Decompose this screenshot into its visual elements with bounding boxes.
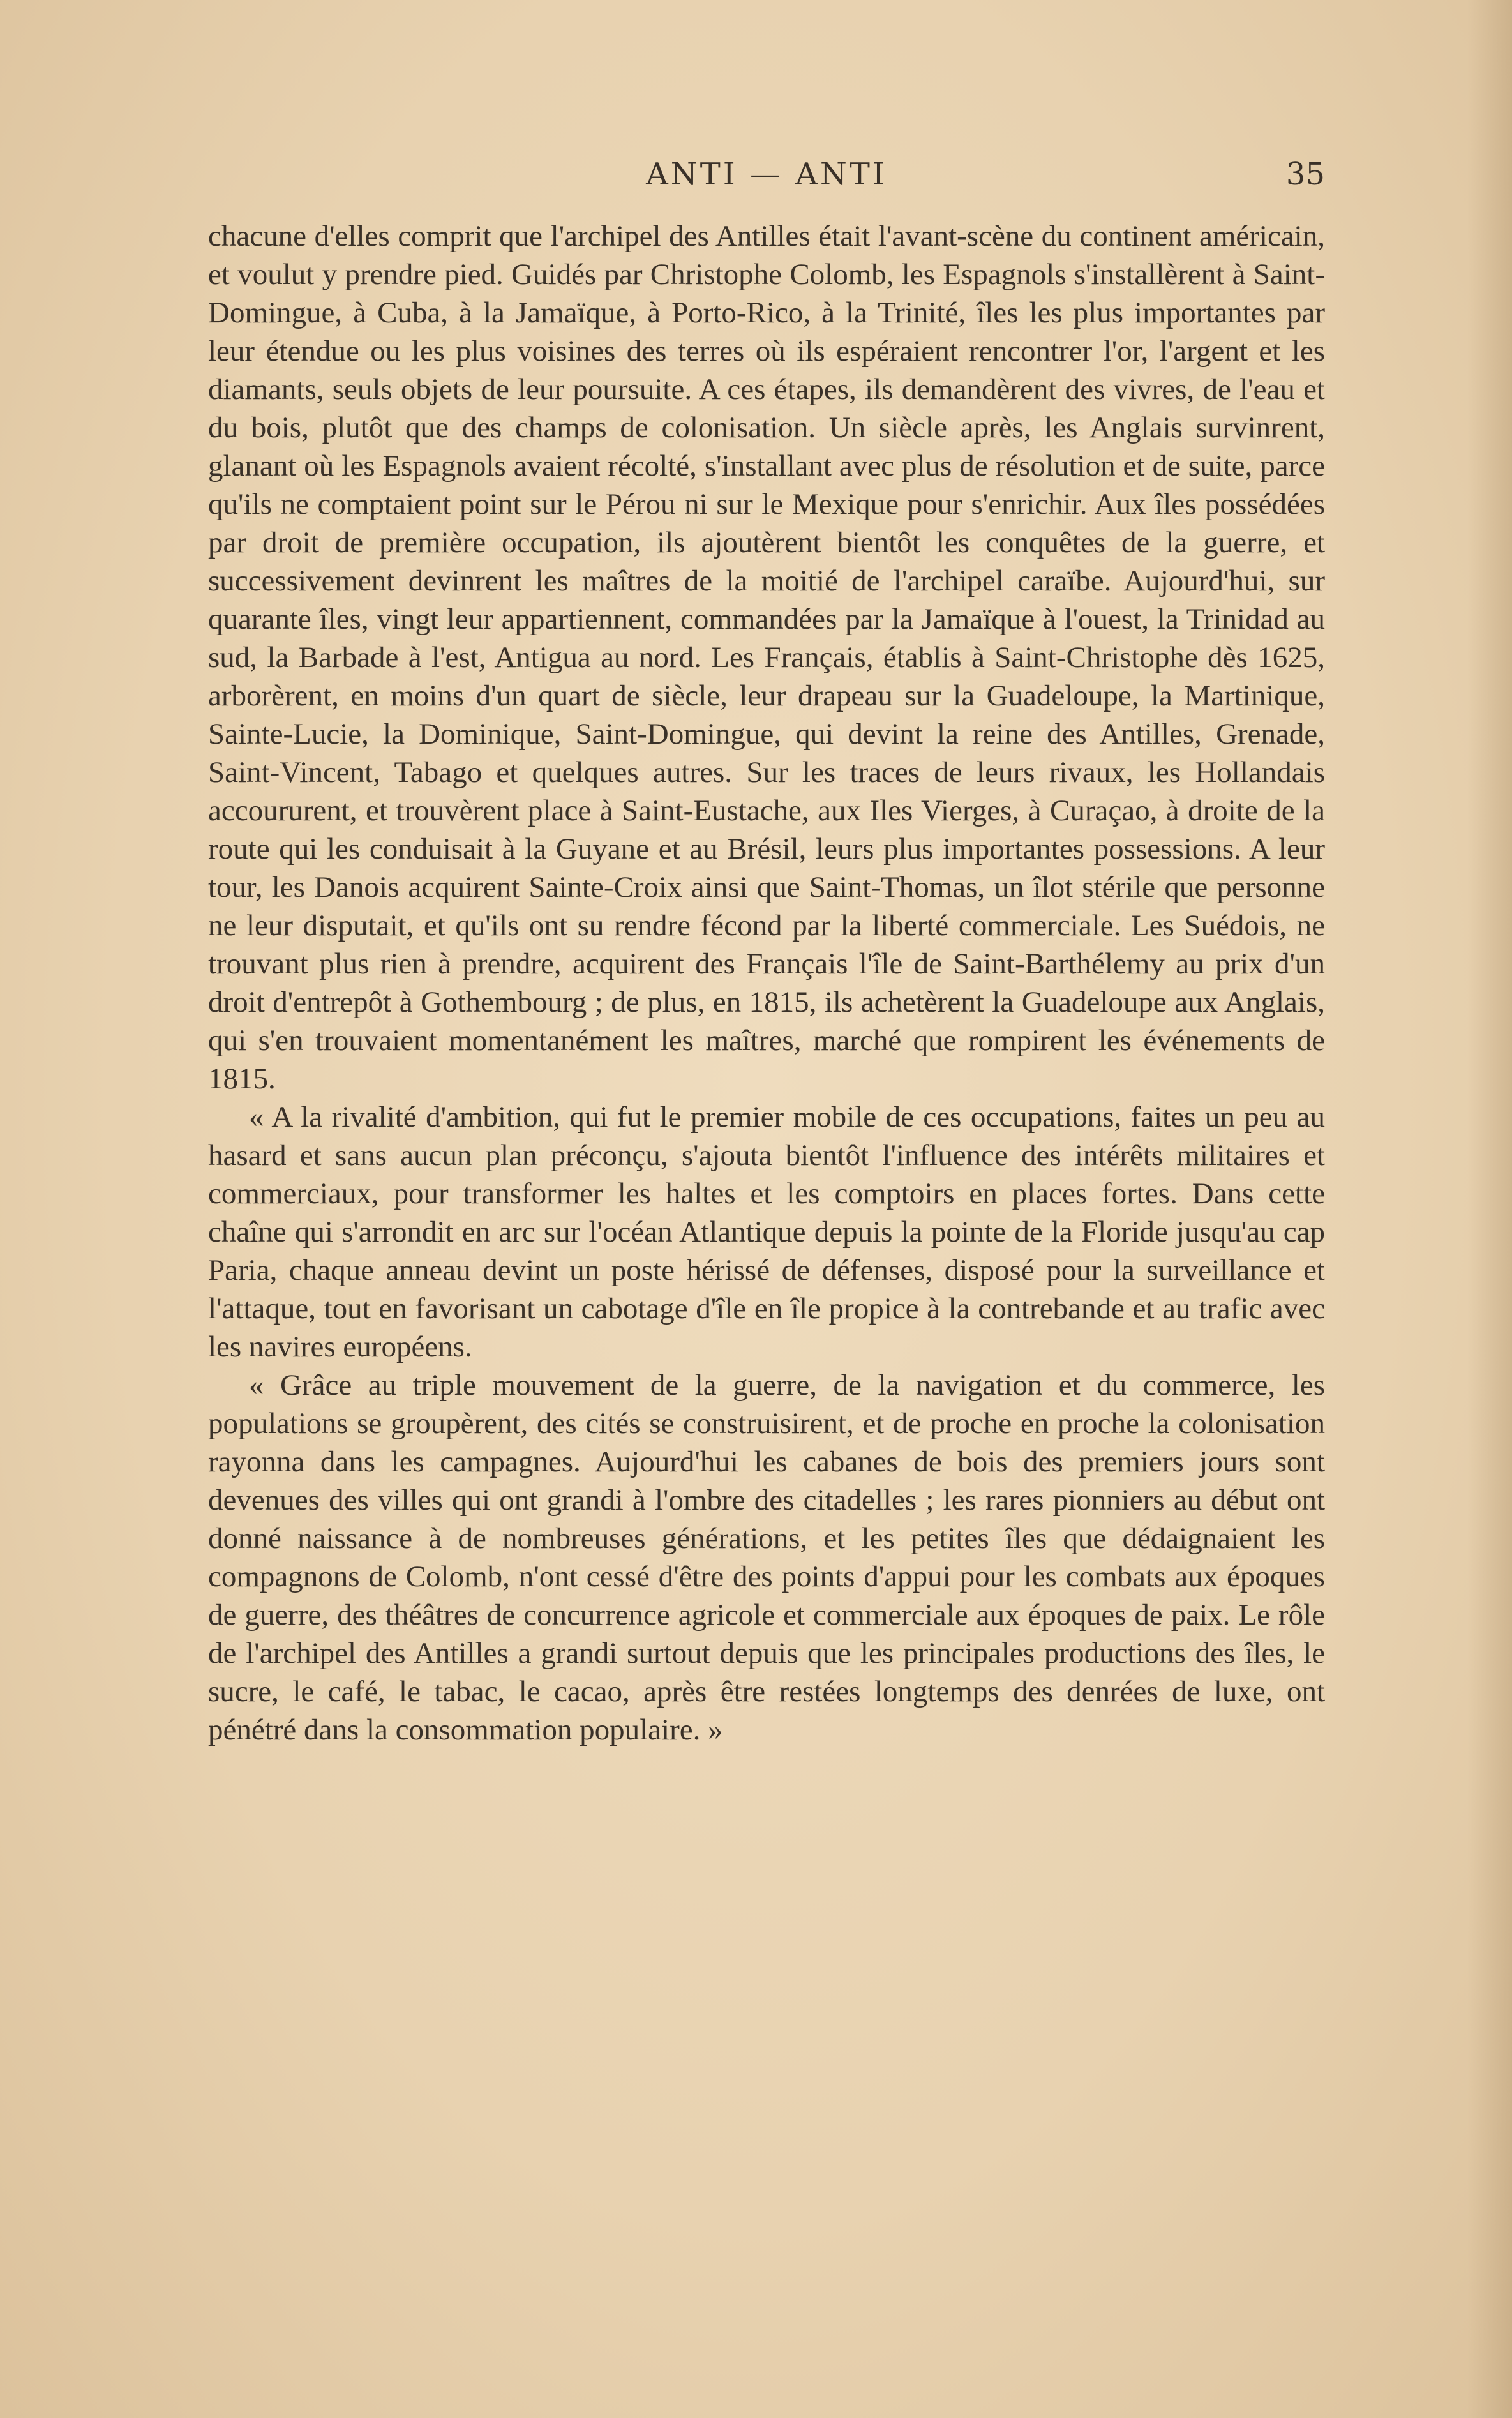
page-edge-shadow (1467, 0, 1512, 2418)
page-header (208, 156, 1325, 201)
paragraph-3: « Grâce au triple mouvement de la guerre, de la navigation et du commerce, les populations se groupèrent, des cités se construisirent, et de proche en proche la colonisation rayonna dans les campagnes. Aujourd'hui les cabanes de bois des premiers jours sont devenues des villes qui ont grandi à l'ombre des citadelles ; les rares pionniers au début ont donné naissance à de nombreuses générations, et les petites îles que dédaignaient les compagnons de Colomb, n'ont cessé d'être des points d'appui pour les combats aux époques de guerre, des théâtres de concurrence agricole et commerciale aux époques de paix. Le rôle de l'archipel des Antilles a grandi surtout depuis que les principales productions des îles, le sucre, le café, le tabac, le cacao, après être restées longtemps des denrées de luxe, ont pénétré dans la consommation populaire. » (208, 1369, 1325, 1746)
running-head: ANTI — ANTI (646, 156, 887, 192)
page-number: 35 (1285, 156, 1325, 192)
body-text (208, 217, 1325, 1749)
paragraph-2: « A la rivalité d'ambition, qui fut le premier mobile de ces occupations, faites un peu au hasard et sans aucun plan préconçu, s'ajouta bientôt l'influence des intérêts militaires et commerciaux, pour transformer les haltes et les comptoirs en places fortes. Dans cette chaîne qui s'arrondit en arc sur l'océan Atlantique depuis la pointe de la Floride jusqu'au cap Paria, chaque anneau devint un poste hérissé de défenses, disposé pour la surveillance et l'attaque, tout en favorisant un cabotage d'île en île propice à la contrebande et au trafic avec les navires européens. (208, 1100, 1325, 1363)
paragraph-1: chacune d'elles comprit que l'archipel des Antilles était l'avant-scène du continent américain, et voulut y prendre pied. Guidés par Christophe Colomb, les Espagnols s'installèrent à Saint-Domingue, à Cuba, à la Jamaïque, à Porto-Rico, à la Trinité, îles les plus importantes par leur étendue ou les plus voisines des terres où ils espéraient rencontrer l'or, l'argent et les diamants, seuls objets de leur poursuite. A ces étapes, ils demandèrent des vivres, de l'eau et du bois, plutôt que des champs de colonisation. Un siècle après, les Anglais survinrent, glanant où les Espagnols avaient récolté, s'installant avec plus de résolution et de suite, parce qu'ils ne comptaient point sur le Pérou ni sur le Mexique pour s'enrichir. Aux îles possédées par droit de première occupation, ils ajoutèrent bientôt les conquêtes de la guerre, et successivement devinrent les maîtres de la moitié de l'archipel caraïbe. Aujourd'hui, sur quarante îles, vingt leur appartiennent, commandées par la Jamaïque à l'ouest, la Trinidad au sud, la Barbade à l'est, Antigua au nord. Les Français, établis à Saint-Christophe dès 1625, arborèrent, en moins d'un quart de siècle, leur drapeau sur la Guadeloupe, la Martinique, Sainte-Lucie, la Dominique, Saint-Domingue, qui devint la reine des Antilles, Grenade, Saint-Vincent, Tabago et quelques autres. Sur les traces de leurs rivaux, les Hollandais accoururent, et trouvèrent place à Saint-Eustache, aux Iles Vierges, à Curaçao, à droite de la route qui les conduisait à la Guyane et au Brésil, leurs plus importantes possessions. A leur tour, les Danois acquirent Sainte-Croix ainsi que Saint-Thomas, un îlot stérile que personne ne leur disputait, et qu'ils ont su rendre fécond par la liberté commerciale. Les Suédois, ne trouvant plus rien à prendre, acquirent des Français l'île de Saint-Barthélemy au prix d'un droit d'entrepôt à Gothembourg ; de plus, en 1815, ils achetèrent la Guadeloupe aux Anglais, qui s'en trouvaient momentanément les maîtres, marché que rompirent les événements de 1815. (208, 220, 1325, 1095)
